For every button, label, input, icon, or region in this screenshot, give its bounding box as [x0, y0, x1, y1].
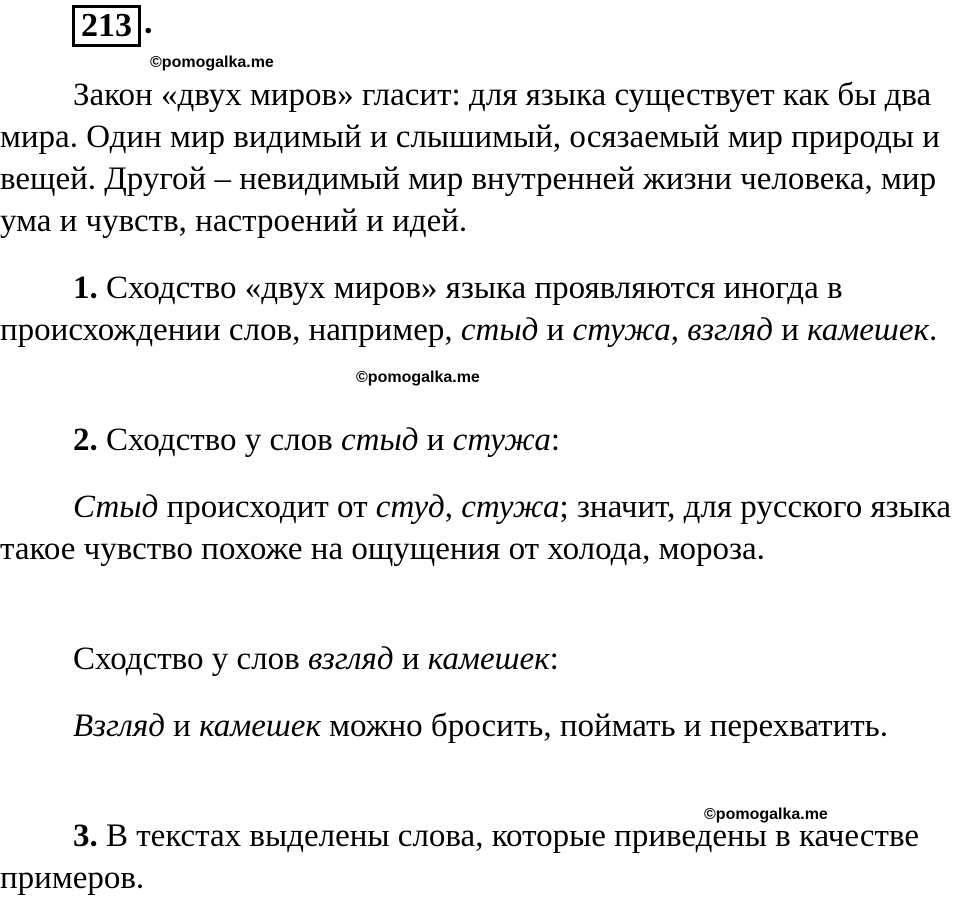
example-word: Взгляд — [73, 708, 165, 744]
paragraph-text: Сходство у слов — [73, 641, 308, 677]
example-word: стыд — [340, 422, 419, 458]
item-number: 3. — [73, 818, 98, 854]
paragraph-text: . — [928, 312, 938, 348]
exercise-number-box — [72, 5, 141, 47]
paragraph-text: В текстах выделены слова, которые приведены в качестве примеров. — [0, 818, 919, 896]
example-word: студ — [375, 489, 445, 525]
paragraph-5 — [0, 705, 960, 747]
example-word: камешек — [199, 708, 321, 744]
paragraph-text: и — [538, 312, 573, 348]
watermark: ©pomogalka.me — [704, 806, 828, 823]
paragraph-6 — [0, 815, 960, 899]
example-word: стужа — [572, 312, 671, 348]
example-word: взгляд — [307, 641, 394, 677]
paragraph-text: : — [549, 641, 559, 677]
paragraph-3 — [0, 486, 960, 570]
paragraph-text: и — [393, 641, 428, 677]
example-word: стыд — [460, 312, 539, 348]
paragraph-text: Сходство у слов — [97, 422, 341, 458]
watermark: ©pomogalka.me — [356, 369, 480, 386]
exercise-number: 213 — [81, 7, 132, 44]
item-number: 1. — [73, 270, 98, 306]
example-word: стужа — [452, 422, 551, 458]
paragraph-text: , — [444, 489, 462, 525]
example-word: камешек — [807, 312, 929, 348]
example-word: взгляд — [687, 312, 773, 348]
paragraph-text: ; значит, для русского языка такое чувство похоже на ощущения от холода, мороза. — [0, 489, 952, 567]
exercise-number-dot: . — [144, 4, 153, 41]
watermark: ©pomogalka.me — [150, 54, 274, 71]
item-number: 2. — [73, 422, 98, 458]
paragraph-text: происходит от — [158, 489, 376, 525]
paragraph-text: можно бросить, поймать и перехватить. — [320, 708, 888, 744]
paragraph-text: , — [670, 312, 688, 348]
example-word: камешек — [427, 641, 550, 677]
paragraph-text: Сходство «двух миров» языка проявляются иногда в происхождении слов, например, — [0, 270, 843, 348]
paragraph-text: : — [550, 422, 561, 458]
example-word: стужа — [461, 489, 560, 525]
paragraph-text: и — [418, 422, 453, 458]
paragraph-1 — [0, 267, 960, 351]
intro-paragraph — [0, 74, 960, 242]
example-word: Стыд — [73, 489, 159, 525]
paragraph-4 — [0, 638, 960, 680]
paragraph-text: и — [164, 708, 200, 744]
paragraph-2 — [0, 419, 960, 461]
intro-text: Закон «двух миров» гласит: для языка существует как бы два мира. Один мир видимый и слышимый, осязаемый мир природы и вещей. Другой – невидимый мир внутренней жизни человека, мир ума и чувств, настроений и идей. — [0, 77, 940, 239]
paragraph-text: и — [772, 312, 808, 348]
